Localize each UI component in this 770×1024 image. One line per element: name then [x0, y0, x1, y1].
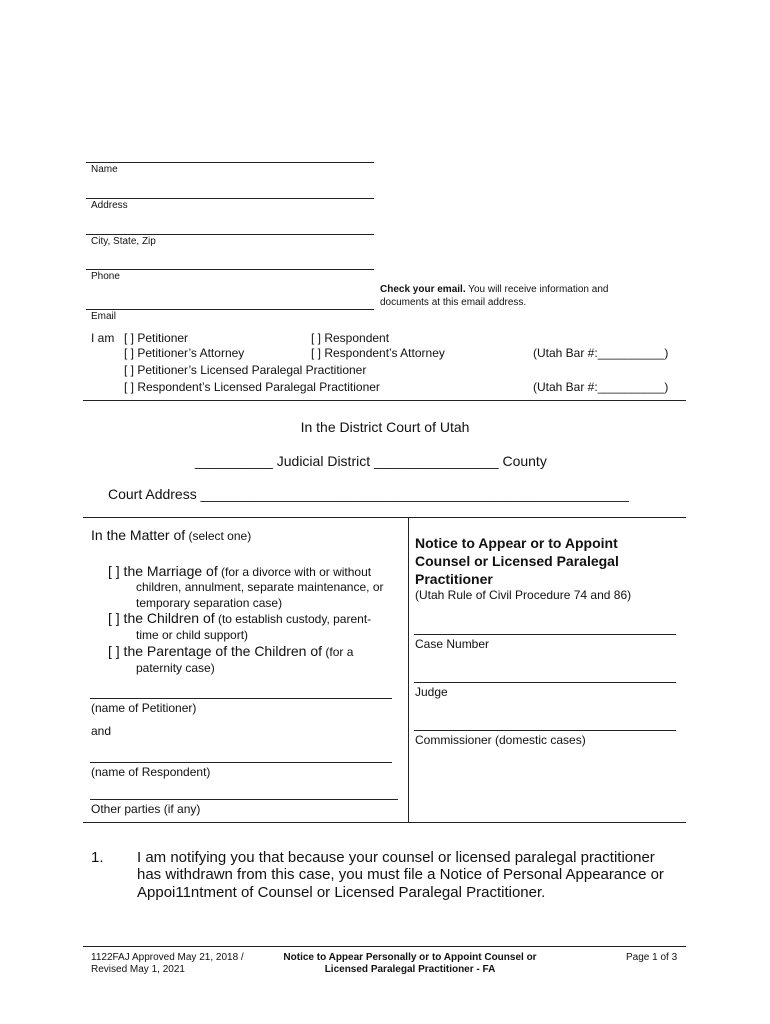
footer-form-revised: Revised May 1, 2021	[91, 964, 185, 975]
marriage-label: [ ] the Marriage of	[108, 563, 218, 579]
phone-line	[86, 269, 374, 270]
email-note-rest: You will receive information and	[465, 284, 609, 295]
children-option[interactable]	[108, 610, 371, 628]
footer-form-approved: 1122FAJ Approved May 21, 2018 /	[91, 952, 244, 963]
marriage-note: (for a divorce with or without	[217, 565, 372, 579]
marriage-note-line2: children, annulment, separate maintenance, or	[136, 580, 384, 594]
parentage-label: [ ] the Parentage of the Children of	[108, 643, 323, 659]
role-divider	[83, 400, 686, 401]
petitioner-paralegal-option[interactable]: [ ] Petitioner’s Licensed Paralegal Practitioner	[124, 363, 367, 377]
matter-heading-note: (select one)	[185, 529, 252, 543]
matter-heading-text: In the Matter of	[91, 527, 186, 543]
bar-number-1[interactable]: (Utah Bar #:__________)	[533, 346, 669, 360]
email-note-line2: documents at this email address.	[380, 297, 527, 308]
paragraph-line3: Appoi11ntment of Counsel or Licensed Paralegal Practitioner.	[137, 884, 546, 901]
judge-line[interactable]	[414, 682, 676, 683]
city-line	[86, 234, 374, 235]
paragraph-line1: I am notifying you that because your counsel or licensed paralegal practitioner	[137, 849, 655, 866]
phone-label: Phone	[91, 271, 120, 282]
name-label: Name	[91, 164, 118, 175]
commissioner-label: Commissioner (domestic cases)	[415, 733, 586, 747]
other-parties-line[interactable]	[90, 799, 398, 800]
parentage-note: (for a	[322, 645, 354, 659]
city-label: City, State, Zip	[91, 236, 156, 247]
petitioner-name-line[interactable]	[90, 698, 392, 699]
respondent-name-line[interactable]	[90, 762, 392, 763]
name-line	[86, 162, 374, 163]
email-note-bold: Check your email.	[380, 284, 466, 295]
bar-number-2[interactable]: (Utah Bar #:__________)	[533, 380, 669, 394]
marriage-note-line3: temporary separation case)	[136, 596, 283, 610]
judge-label: Judge	[415, 685, 448, 699]
notice-title-line2: Counsel or Licensed Paralegal	[415, 553, 619, 569]
marriage-option[interactable]	[108, 563, 371, 581]
commissioner-line[interactable]	[414, 730, 676, 731]
matter-heading	[91, 527, 251, 545]
respondent-attorney-option[interactable]: [ ] Respondent’s Attorney	[311, 346, 445, 360]
address-label: Address	[91, 200, 128, 211]
respondent-option[interactable]: [ ] Respondent	[311, 331, 390, 345]
respondent-paralegal-option[interactable]: [ ] Respondent’s Licensed Paralegal Practitioner	[124, 380, 380, 394]
parentage-note-line2: paternity case)	[136, 661, 215, 675]
children-note-line2: time or child support)	[136, 628, 249, 642]
other-parties-label: Other parties (if any)	[91, 802, 201, 816]
email-note	[380, 284, 608, 295]
case-number-label: Case Number	[415, 637, 490, 651]
petitioner-name-label: (name of Petitioner)	[91, 701, 197, 715]
email-line	[86, 309, 374, 310]
children-note: (to establish custody, parent-	[214, 612, 372, 626]
judicial-district: __________ Judicial District ________________ County	[195, 453, 547, 469]
petitioner-option[interactable]: [ ] Petitioner	[124, 331, 189, 345]
footer-title-line2: Licensed Paralegal Practitioner - FA	[324, 964, 496, 975]
paragraph-number: 1.	[91, 849, 104, 866]
notice-title-line3: Practitioner	[415, 571, 493, 587]
court-title: In the District Court of Utah	[300, 419, 470, 435]
and-label: and	[91, 724, 112, 738]
case-number-line[interactable]	[414, 634, 676, 635]
children-label: [ ] the Children of	[108, 610, 215, 626]
caption-top-line	[83, 517, 686, 518]
petitioner-attorney-option[interactable]: [ ] Petitioner’s Attorney	[124, 346, 245, 360]
i-am-label: I am	[91, 331, 115, 345]
paragraph-line2: has withdrawn from this case, you must file a Notice of Personal Appearance or	[137, 866, 664, 883]
caption-divider	[408, 517, 409, 822]
respondent-name-label: (name of Respondent)	[91, 765, 211, 779]
footer-line	[83, 946, 686, 947]
parentage-option[interactable]	[108, 643, 353, 661]
caption-bottom-line	[83, 822, 686, 823]
email-label: Email	[91, 311, 117, 322]
footer-title-line1: Notice to Appear Personally or to Appoint Counsel or	[283, 952, 537, 963]
court-address: Court Address _______________________________________________________	[108, 486, 629, 502]
footer-page-number: Page 1 of 3	[626, 952, 678, 963]
notice-title-line1: Notice to Appear or to Appoint	[415, 535, 618, 551]
address-line	[86, 198, 374, 199]
notice-rule: (Utah Rule of Civil Procedure 74 and 86)	[415, 588, 632, 602]
